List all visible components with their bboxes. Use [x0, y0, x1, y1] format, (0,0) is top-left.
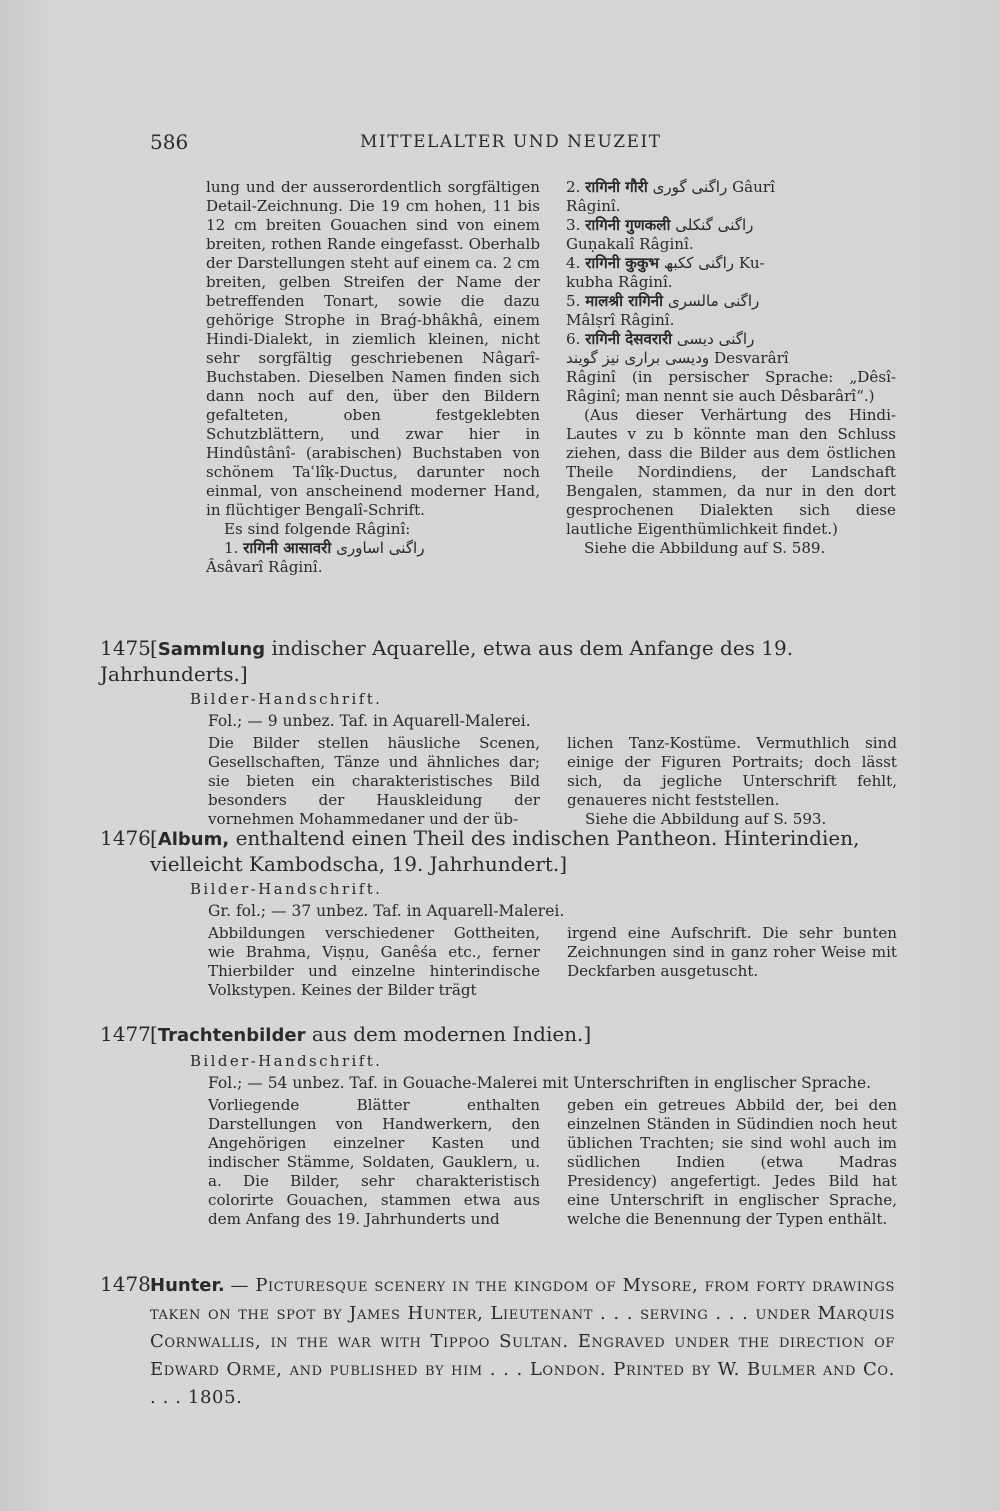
entry-description	[100, 734, 900, 834]
entry-title: — Picturesque scenery in the kingdom of Mysore, from forty drawings taken on the spot by James Hunter, Lieutenant . . . serving . . . under Marquis Cornwallis, in the war with Tippoo Sultan. Engraved under the direction of Edward Orme, and published by him . . . London. Printed by W. Bulmer and Co. . . . 1805.	[150, 1275, 895, 1408]
description-right: lichen Tanz-Kostüme. Vermuthlich sind einige der Figuren Portraits; doch lässt sich, da jegliche Unterschrift fehlt, genaueres nicht feststellen. Siehe die Abbildung auf S. 593.	[567, 734, 897, 828]
arabic-title: راگنی مالسری	[667, 292, 760, 310]
ragini-name: Guṇakalî Râginî.	[566, 235, 694, 253]
devanagari-title: रागिनी गुणकली	[585, 216, 671, 234]
entry-meta: Gr. fol.; — 37 unbez. Taf. in Aquarell-Malerei.	[208, 902, 565, 920]
ragini-item-2: 2. रागिनी गौरी راگنی گوری Gâurî	[566, 178, 775, 196]
see-reference: Siehe die Abbildung auf S. 593.	[585, 810, 827, 828]
entry-keyword: Trachtenbilder	[157, 1025, 306, 1046]
entry-number: 1478	[100, 1272, 151, 1296]
entry-number: 1476	[100, 826, 151, 850]
devanagari-title: रागिनी आसावरी	[243, 539, 332, 557]
ragini-intro: Es sind folgende Râginî:	[224, 520, 411, 538]
ragini-name: Râginî.	[566, 197, 621, 215]
catalog-entry-1476	[100, 826, 900, 1008]
entry-keyword: Sammlung	[157, 639, 266, 660]
ragini-name-tail: Desvarârî	[714, 349, 789, 367]
entry-heading: 1476[Album, enthaltend einen Theil des indischen Pantheon. Hinterindien, vielleicht Kambodscha, 19. Jahrhundert.]	[100, 826, 860, 876]
ragini-item-1: 1. रागिनी आसावरी راگنی اساوری	[224, 539, 425, 557]
ragini-item-6-persian	[566, 349, 896, 368]
description-left: Abbildungen verschiedener Gottheiten, wie Brahma, Viṣṇu, Ganêśa etc., ferner Thierbilder und einzelne hinterindische Volkstypen. Keines der Bilder trägt	[208, 924, 540, 999]
ragini-name: Mâlṣrî Râginî.	[566, 311, 675, 329]
devanagari-title: रागिनी देसवरारी	[585, 330, 673, 348]
entry-keyword: Album,	[157, 829, 230, 850]
entry-keyword: Hunter.	[150, 1275, 225, 1296]
description-right: irgend eine Aufschrift. Die sehr bunten Zeichnungen sind in ganz roher Weise mit Deckfarben ausgetuscht.	[567, 924, 897, 980]
continuation-paragraph: lung und der ausserordentlich sorgfältigen Detail-Zeichnung. Die 19 cm hohen, 11 bis 12 cm breiten Gouachen sind von einem breiten, rothen Rande eingefasst. Oberhalb der Darstellungen steht auf einem ca. 2 cm breiten, gelben Streifen der Name der betreffenden Tonart, sowie die dazu gehörige Strophe in Braǵ-bhâkhâ, einem Hindi-Dialekt, in ziemlich kleinen, nicht sehr sorgfältig geschriebenen Nâgarî-Buchstaben. Dieselben Namen finden sich dann noch auf den, über den Bildern gefalteten, oben festgeklebten Schutzblättern, und zwar hier in Hindûstânî- (arabischen) Buchstaben von schönem Taʿlîḳ-Ductus, darunter noch einmal, von anscheinend moderner Hand, in flüchtiger Bengalî-Schrift.	[206, 178, 540, 519]
ragini-note: Râginî (in persischer Sprache: „Dêsî-Râginî; man nennt sie auch Dêsbarârî“.)	[566, 368, 896, 405]
entry-meta: Fol.; — 54 unbez. Taf. in Gouache-Malerei mit Unterschriften in englischer Sprache.	[208, 1074, 872, 1092]
description-left: Die Bilder stellen häusliche Scenen, Gesellschaften, Tänze und ähnliches dar; sie bieten ein charakteristisches Bild besonders der Hauskleidung der vornehmen Mohammedaner und der üb-	[208, 734, 540, 828]
see-reference: Siehe die Abbildung auf S. 589.	[584, 539, 826, 557]
ragini-item-3: 3. रागिनी गुणकली راگنی گنکلی	[566, 216, 754, 234]
catalog-entry-1477	[100, 1022, 900, 1236]
ragini-name-tail: Gâurî	[732, 178, 775, 196]
arabic-title: راگنی گوری	[652, 178, 728, 196]
catalog-entry-1475	[100, 636, 900, 834]
arabic-title: راگنی دیسی	[676, 330, 755, 348]
ragini-item-5: 5. मालश्री रागिनी راگنی مالسری	[566, 292, 760, 310]
entry-title: enthaltend einen Theil des indischen Pantheon. Hinterindien, vielleicht Kambodscha, 19. Jahrhundert.]	[150, 826, 860, 876]
arabic-title: راگنی گنکلی	[675, 216, 754, 234]
ragini-item-4: 4. रागिनी कुकुभ راگنی ککبھ Ku-	[566, 254, 765, 272]
entry-description	[100, 1096, 900, 1236]
devanagari-title: मालश्री रागिनी	[585, 292, 664, 310]
page-header	[150, 130, 890, 156]
entry-meta: Fol.; — 9 unbez. Taf. in Aquarell-Malerei.	[208, 712, 531, 730]
entry-title: aus dem modernen Indien.]	[311, 1022, 592, 1046]
entry-heading	[100, 1270, 895, 1412]
entry-heading: 1475[Sammlung indischer Aquarelle, etwa aus dem Anfange des 19. Jahrhunderts.]	[100, 636, 794, 686]
entry-title: indischer Aquarelle, etwa aus dem Anfange des 19. Jahrhunderts.]	[100, 636, 794, 686]
left-column	[206, 178, 540, 577]
devanagari-title: रागिनी गौरी	[585, 178, 648, 196]
description-right: geben ein getreues Abbild der, bei den einzelnen Ständen in Südindien noch heut üblichen Trachten; sie sind wohl auch im südlichen Indien (etwa Madras Presidency) angefertigt. Jedes Bild hat eine Unterschrift in englischer Sprache, welche die Benennung der Typen enthält.	[567, 1096, 897, 1228]
arabic-subtitle: ودیسی براری نیز گویند	[566, 349, 710, 367]
arabic-title: راگنی اساوری	[336, 539, 425, 557]
description-left: Vorliegende Blätter enthalten Darstellungen von Handwerkern, den Angehörigen einzelner Kasten und indischer Stämme, Soldaten, Gauklern, u. a. Die Bilder, sehr charakteristisch colorirte Gouachen, stammen etwa aus dem Anfang des 19. Jahrhunderts und	[208, 1096, 540, 1228]
catalog-entry-1478	[100, 1270, 900, 1412]
arabic-title: راگنی ککبھ	[663, 254, 735, 272]
right-column	[566, 178, 896, 558]
devanagari-title: रागिनी कुकुभ	[585, 254, 660, 272]
running-title: MITTELALTER UND NEUZEIT	[360, 132, 662, 152]
entry-subtitle: Bilder-Handschrift.	[190, 690, 383, 708]
entry-subtitle: Bilder-Handschrift.	[190, 1052, 383, 1070]
ragini-name: kubha Râginî.	[566, 273, 673, 291]
ragini-item-6: 6. रागिनी देसवरारी راگنی دیسی	[566, 330, 755, 348]
entry-number: 1477	[100, 1022, 151, 1046]
ragini-name: Âsâvarî Râginî.	[206, 558, 323, 576]
entry-heading: 1477[Trachtenbilder aus dem modernen Indien.]	[100, 1022, 592, 1046]
entry-number: 1475	[100, 636, 151, 660]
page-number: 586	[150, 130, 189, 154]
linguistic-note: (Aus dieser Verhärtung des Hindi-Lautes v zu b könnte man den Schluss ziehen, dass die Bilder aus dem östlichen Theile Nordindiens, der Landschaft Bengalen, stammen, da nur in den dort gesprochenen Dialekten sich diese lautliche Eigenthümlichkeit findet.)	[566, 406, 896, 538]
entry-subtitle: Bilder-Handschrift.	[190, 880, 383, 898]
ragini-name-tail: Ku-	[738, 254, 765, 272]
entry-description	[100, 924, 900, 1008]
